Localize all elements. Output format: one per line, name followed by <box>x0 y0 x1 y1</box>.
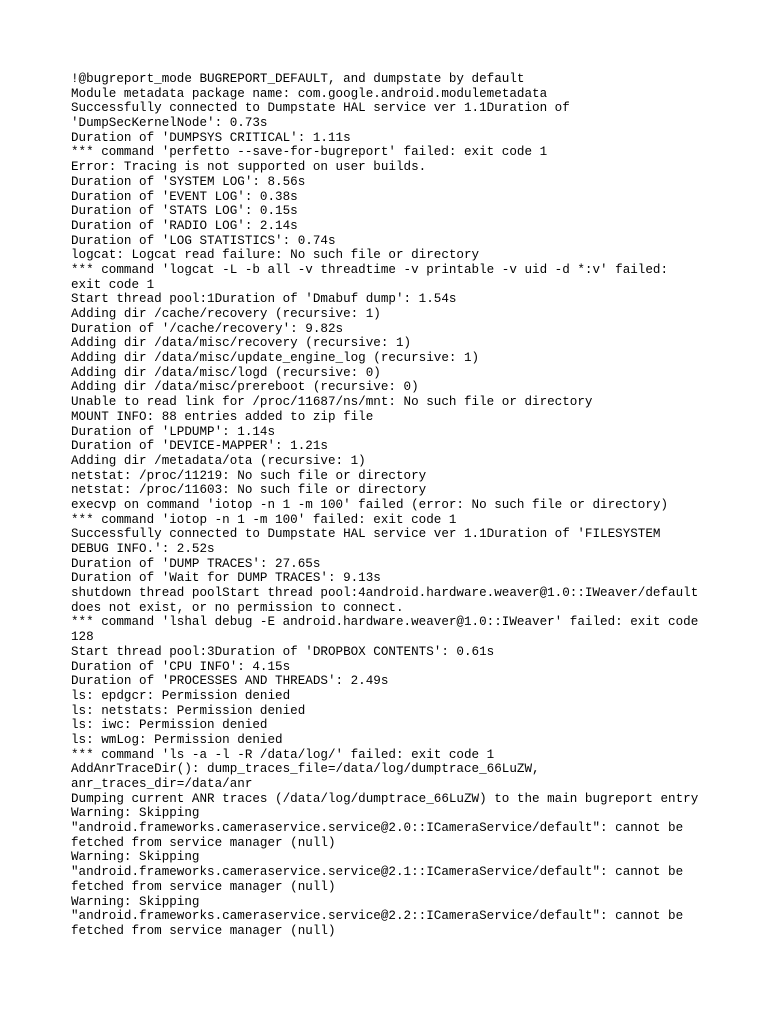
log-line: *** command 'logcat -L -b all -v threadtime -v printable -v uid -d *:v' failed: <box>71 262 669 277</box>
log-line: Adding dir /data/misc/update_engine_log (recursive: 1) <box>71 351 480 366</box>
log-line: Duration of '/cache/recovery': 9.82s <box>71 321 344 336</box>
log-line: logcat: Logcat read failure: No such file or directory <box>71 248 480 263</box>
log-line: fetched from service manager (null) <box>71 879 336 894</box>
log-output <box>71 72 751 939</box>
log-line: Duration of 'LPDUMP': 1.14s <box>71 424 276 439</box>
log-line: shutdown thread poolStart thread pool:4android.hardware.weaver@1.0::IWeaver/default <box>71 586 699 601</box>
log-line: ls: iwc: Permission denied <box>71 718 268 733</box>
log-line: Duration of 'DUMPSYS CRITICAL': 1.11s <box>71 130 351 145</box>
log-line: netstat: /proc/11219: No such file or directory <box>71 468 427 483</box>
log-line: Duration of 'PROCESSES AND THREADS': 2.49s <box>71 674 389 689</box>
log-line: *** command 'perfetto --save-for-bugreport' failed: exit code 1 <box>71 145 548 160</box>
log-line: execvp on command 'iotop -n 1 -m 100' failed (error: No such file or directory) <box>71 497 669 512</box>
log-line: ls: netstats: Permission denied <box>71 703 306 718</box>
log-line: Warning: Skipping <box>71 850 200 865</box>
log-line: Duration of 'Wait for DUMP TRACES': 9.13s <box>71 571 381 586</box>
log-line: exit code 1 <box>71 277 155 292</box>
log-line: *** command 'iotop -n 1 -m 100' failed: exit code 1 <box>71 512 457 527</box>
log-line: Duration of 'LOG STATISTICS': 0.74s <box>71 233 336 248</box>
log-line: DEBUG INFO.': 2.52s <box>71 542 215 556</box>
log-line: Warning: Skipping <box>71 894 200 909</box>
log-line: ls: epdgcr: Permission denied <box>71 688 291 703</box>
log-line: does not exist, or no permission to connect. <box>71 600 404 615</box>
log-line: Start thread pool:3Duration of 'DROPBOX CONTENTS': 0.61s <box>71 644 495 659</box>
log-line: Duration of 'DUMP TRACES': 27.65s <box>71 556 321 571</box>
log-line: Adding dir /cache/recovery (recursive: 1) <box>71 307 381 321</box>
log-line: "android.frameworks.cameraservice.service@2.1::ICameraService/default": cannot be <box>71 865 684 880</box>
log-line: Duration of 'SYSTEM LOG': 8.56s <box>71 174 306 189</box>
log-line: netstat: /proc/11603: No such file or directory <box>71 483 427 498</box>
log-line: "android.frameworks.cameraservice.service@2.0::ICameraService/default": cannot be <box>71 821 684 836</box>
log-line: Adding dir /data/misc/recovery (recursive: 1) <box>71 336 412 351</box>
log-line: Error: Tracing is not supported on user builds. <box>71 160 427 175</box>
log-line: *** command 'lshal debug -E android.hardware.weaver@1.0::IWeaver' failed: exit code <box>71 615 699 630</box>
log-line: Successfully connected to Dumpstate HAL service ver 1.1Duration of <box>71 101 570 116</box>
log-line: Warning: Skipping <box>71 806 200 821</box>
log-line: anr_traces_dir=/data/anr <box>71 777 253 791</box>
log-line: ls: wmLog: Permission denied <box>71 732 283 747</box>
log-line: Unable to read link for /proc/11687/ns/mnt: No such file or directory <box>71 395 593 410</box>
log-line: *** command 'ls -a -l -R /data/log/' failed: exit code 1 <box>71 747 495 762</box>
log-line: Adding dir /metadata/ota (recursive: 1) <box>71 453 366 468</box>
log-line: MOUNT INFO: 88 entries added to zip file <box>71 409 374 424</box>
log-line: "android.frameworks.cameraservice.service@2.2::ICameraService/default": cannot be <box>71 909 684 924</box>
log-line: Duration of 'EVENT LOG': 0.38s <box>71 189 298 204</box>
log-line: fetched from service manager (null) <box>71 835 336 850</box>
log-line: Adding dir /data/misc/prereboot (recursive: 0) <box>71 380 419 395</box>
log-line: Start thread pool:1Duration of 'Dmabuf dump': 1.54s <box>71 292 457 307</box>
log-line: fetched from service manager (null) <box>71 923 336 938</box>
log-line: Module metadata package name: com.google.android.modulemetadata <box>71 86 548 101</box>
log-line: Successfully connected to Dumpstate HAL service ver 1.1Duration of 'FILESYSTEM <box>71 527 661 542</box>
log-line: Duration of 'DEVICE-MAPPER': 1.21s <box>71 439 328 454</box>
log-line: 'DumpSecKernelNode': 0.73s <box>71 116 268 131</box>
log-line: Duration of 'STATS LOG': 0.15s <box>71 204 298 219</box>
log-line: Duration of 'RADIO LOG': 2.14s <box>71 218 298 233</box>
log-line: !@bugreport_mode BUGREPORT_DEFAULT, and dumpstate by default <box>71 72 525 86</box>
log-line: AddAnrTraceDir(): dump_traces_file=/data/log/dumptrace_66LuZW, <box>71 762 540 777</box>
log-line: Adding dir /data/misc/logd (recursive: 0) <box>71 365 381 380</box>
log-line: Dumping current ANR traces (/data/log/dumptrace_66LuZW) to the main bugreport entry <box>71 791 699 806</box>
log-line: Duration of 'CPU INFO': 4.15s <box>71 659 291 674</box>
log-line: 128 <box>71 630 94 645</box>
